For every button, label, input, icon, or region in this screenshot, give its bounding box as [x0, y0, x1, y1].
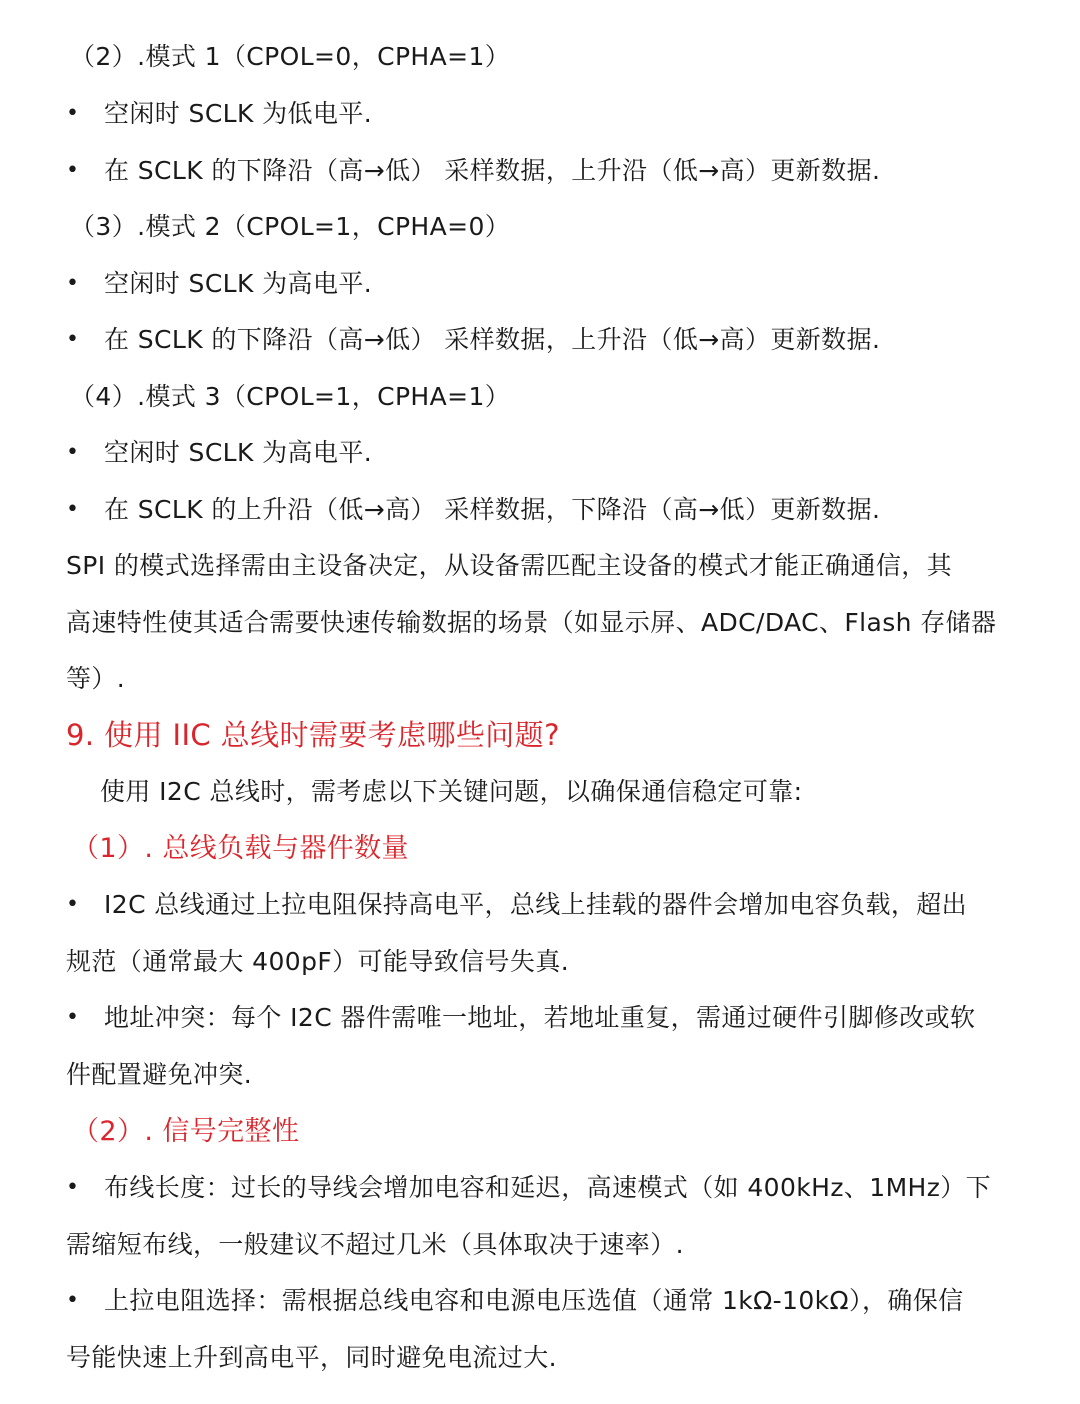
section-1-bullet-2-line-2: 件配置避免冲突. [66, 1060, 253, 1089]
bullet-icon: • [66, 1175, 79, 1200]
section-2-heading: （2）. 信号完整性 [72, 1116, 300, 1147]
section-2-bullet-1-line-1: 布线长度：过长的导线会增加电容和延迟，高速模式（如 400kHz、1MHz）下 [104, 1173, 992, 1202]
mode3-bullet-2: 在 SCLK 的上升沿（低→高） 采样数据，下降沿（高→低）更新数据. [104, 495, 881, 524]
section-2-bullet-2-line-1: 上拉电阻选择：需根据总线电容和电源电压选值（通常 1kΩ-10kΩ），确保信 [104, 1286, 964, 1315]
section-1-bullet-1-line-2: 规范（通常最大 400pF）可能导致信号失真. [66, 947, 570, 976]
question-9-heading: 9. 使用 IIC 总线时需要考虑哪些问题? [66, 718, 560, 752]
spi-paragraph-line-1: SPI 的模式选择需由主设备决定，从设备需匹配主设备的模式才能正确通信，其 [66, 551, 953, 580]
mode1-bullet-2: 在 SCLK 的下降沿（高→低） 采样数据，上升沿（低→高）更新数据. [104, 156, 881, 185]
spi-paragraph-line-3: 等）. [66, 664, 126, 693]
bullet-icon: • [66, 497, 79, 522]
bullet-icon: • [66, 440, 79, 465]
mode3-bullet-1: 空闲时 SCLK 为高电平. [104, 438, 373, 467]
bullet-icon: • [66, 271, 79, 296]
spi-paragraph-line-2: 高速特性使其适合需要快速传输数据的场景（如显示屏、ADC/DAC、Flash 存储器 [66, 608, 997, 637]
bullet-icon: • [66, 1288, 79, 1313]
bullet-icon: • [66, 158, 79, 183]
section-1-bullet-2-line-1: 地址冲突：每个 I2C 器件需唯一地址，若地址重复，需通过硬件引脚修改或软 [104, 1003, 976, 1032]
bullet-icon: • [66, 101, 79, 126]
mode1-title: （2）.模式 1（CPOL=0，CPHA=1） [70, 42, 511, 71]
section-1-bullet-1-line-1: I2C 总线通过上拉电阻保持高电平，总线上挂载的器件会增加电容负载，超出 [104, 890, 968, 919]
section-2-bullet-1-line-2: 需缩短布线，一般建议不超过几米（具体取决于速率）. [66, 1230, 684, 1259]
bullet-icon: • [66, 327, 79, 352]
question-9-intro: 使用 I2C 总线时，需考虑以下关键问题，以确保通信稳定可靠: [100, 777, 803, 806]
bullet-icon: • [66, 892, 79, 917]
mode2-bullet-1: 空闲时 SCLK 为高电平. [104, 269, 373, 298]
section-2-bullet-2-line-2: 号能快速上升到高电平，同时避免电流过大. [66, 1343, 557, 1372]
section-1-heading: （1）. 总线负载与器件数量 [72, 833, 409, 864]
bullet-icon: • [66, 1005, 79, 1030]
mode3-title: （4）.模式 3（CPOL=1，CPHA=1） [70, 382, 511, 411]
mode2-bullet-2: 在 SCLK 的下降沿（高→低） 采样数据，上升沿（低→高）更新数据. [104, 325, 881, 354]
mode2-title: （3）.模式 2（CPOL=1，CPHA=0） [70, 212, 511, 241]
mode1-bullet-1: 空闲时 SCLK 为低电平. [104, 99, 373, 128]
